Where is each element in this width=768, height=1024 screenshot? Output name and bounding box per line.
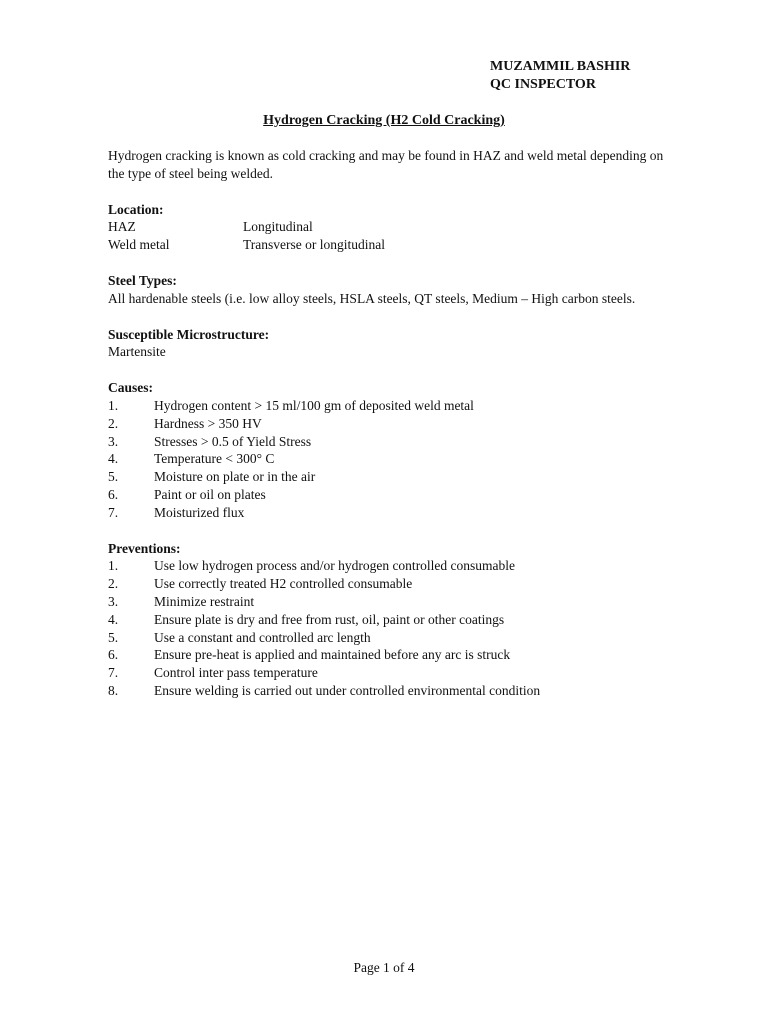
list-text: Temperature < 300° C bbox=[154, 451, 275, 467]
location-value: Longitudinal bbox=[243, 219, 313, 235]
author-title: QC INSPECTOR bbox=[490, 77, 596, 92]
list-text: Stresses > 0.5 of Yield Stress bbox=[154, 433, 312, 449]
causes-list bbox=[108, 397, 683, 522]
list-number: 2. bbox=[108, 576, 119, 592]
list-item bbox=[108, 557, 683, 575]
list-number: 6. bbox=[108, 647, 119, 663]
preventions-list bbox=[108, 557, 683, 699]
list-text: Moisturized flux bbox=[154, 504, 245, 520]
document-title: Hydrogen Cracking (H2 Cold Cracking) bbox=[263, 113, 505, 128]
list-number: 7. bbox=[108, 504, 119, 520]
list-item bbox=[108, 664, 683, 682]
intro-paragraph: Hydrogen cracking is known as cold cracking and may be found in HAZ and weld metal depending on the type of steel being welded. bbox=[108, 148, 664, 181]
list-item bbox=[108, 397, 683, 415]
list-number: 7. bbox=[108, 665, 119, 681]
list-item bbox=[108, 593, 683, 611]
location-row bbox=[108, 218, 683, 236]
list-text: Control inter pass temperature bbox=[154, 665, 318, 681]
steel-types-heading: Steel Types: bbox=[108, 272, 177, 288]
list-number: 3. bbox=[108, 433, 119, 449]
list-text: Minimize restraint bbox=[154, 593, 255, 609]
list-item bbox=[108, 682, 683, 700]
author-name: MUZAMMIL BASHIR bbox=[490, 59, 631, 74]
location-value: Transverse or longitudinal bbox=[243, 237, 385, 253]
list-text: Ensure plate is dry and free from rust, oil, paint or other coatings bbox=[154, 611, 505, 627]
list-number: 4. bbox=[108, 611, 119, 627]
list-number: 5. bbox=[108, 629, 119, 645]
location-label: Weld metal bbox=[108, 237, 170, 253]
list-item bbox=[108, 450, 683, 468]
preventions-heading: Preventions: bbox=[108, 540, 181, 556]
list-item bbox=[108, 415, 683, 433]
list-text: Use correctly treated H2 controlled consumable bbox=[154, 576, 413, 592]
list-number: 6. bbox=[108, 486, 119, 502]
location-label: HAZ bbox=[108, 219, 136, 235]
document-body bbox=[108, 147, 683, 718]
list-number: 5. bbox=[108, 469, 119, 485]
list-text: Paint or oil on plates bbox=[154, 486, 266, 502]
microstructure-heading: Susceptible Microstructure: bbox=[108, 326, 270, 342]
list-number: 1. bbox=[108, 558, 119, 574]
page-number: Page 1 of 4 bbox=[353, 960, 415, 975]
list-number: 4. bbox=[108, 451, 119, 467]
list-item bbox=[108, 575, 683, 593]
list-number: 2. bbox=[108, 415, 119, 431]
causes-heading: Causes: bbox=[108, 380, 154, 396]
steel-types-text: All hardenable steels (i.e. low alloy steels, HSLA steels, QT steels, Medium – High carbon steels. bbox=[108, 290, 636, 306]
list-item bbox=[108, 646, 683, 664]
list-item bbox=[108, 486, 683, 504]
causes-section bbox=[108, 379, 683, 521]
list-text: Hydrogen content > 15 ml/100 gm of deposited weld metal bbox=[154, 397, 474, 413]
list-text: Ensure pre-heat is applied and maintained before any arc is struck bbox=[154, 647, 511, 663]
list-item bbox=[108, 611, 683, 629]
list-text: Moisture on plate or in the air bbox=[154, 469, 316, 485]
preventions-section bbox=[108, 540, 683, 700]
author-block bbox=[490, 58, 630, 94]
list-number: 3. bbox=[108, 593, 119, 609]
list-item bbox=[108, 629, 683, 647]
steel-types-section bbox=[108, 272, 683, 308]
list-text: Ensure welding is carried out under controlled environmental condition bbox=[154, 682, 541, 698]
list-number: 1. bbox=[108, 397, 119, 413]
microstructure-section bbox=[108, 326, 683, 362]
list-item bbox=[108, 433, 683, 451]
list-number: 8. bbox=[108, 682, 119, 698]
list-text: Hardness > 350 HV bbox=[154, 415, 262, 431]
location-heading: Location: bbox=[108, 201, 164, 217]
microstructure-text: Martensite bbox=[108, 344, 166, 360]
location-row bbox=[108, 236, 683, 254]
list-item bbox=[108, 468, 683, 486]
list-text: Use low hydrogen process and/or hydrogen controlled consumable bbox=[154, 558, 516, 574]
list-text: Use a constant and controlled arc length bbox=[154, 629, 371, 645]
list-item bbox=[108, 504, 683, 522]
location-section bbox=[108, 201, 683, 254]
